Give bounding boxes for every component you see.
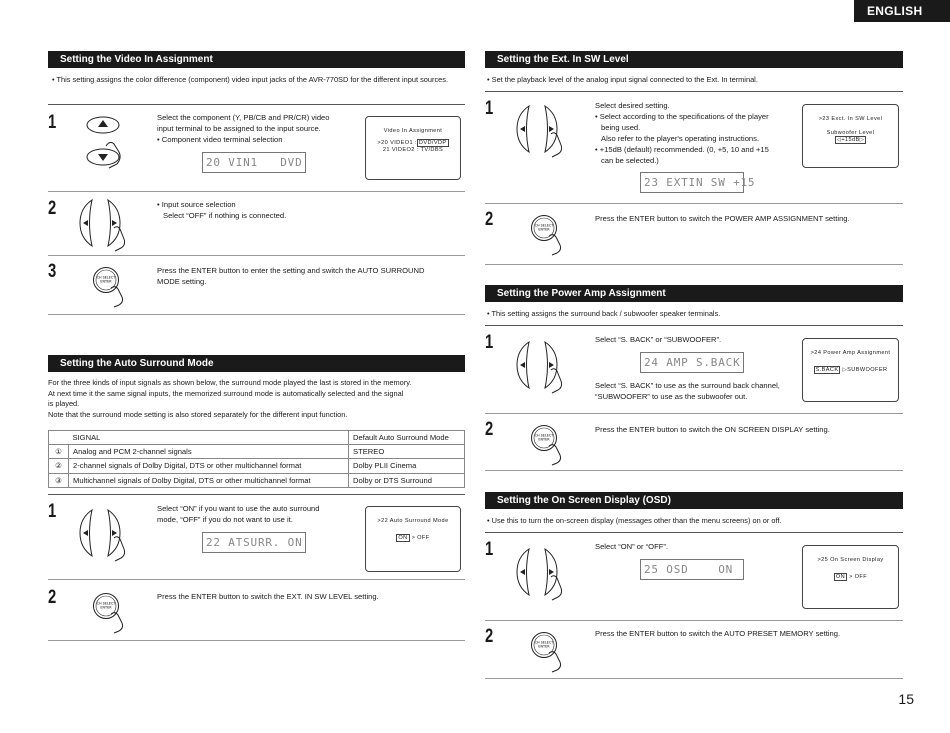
auto-surround-step1-text [157, 503, 357, 525]
table-cell-mode: Dolby PLII Cinema [349, 459, 465, 473]
enter-button-icon [92, 266, 128, 310]
ext-sw-step2-text [595, 213, 905, 224]
osd-option: > OFF [409, 534, 430, 541]
enter-button-icon [530, 424, 566, 468]
divider [48, 579, 465, 580]
lcd-display: 24 AMP S.BACK [640, 352, 744, 373]
step-number: 2 [48, 198, 57, 219]
section-header-video-in: Setting the Video In Assignment [48, 51, 465, 68]
osd-row: 21 VIDEO2 : TV/DBS [382, 147, 444, 154]
signal-table [48, 430, 465, 488]
text-line: being used. [601, 123, 641, 132]
text-line: For the three kinds of input signals as shown below, the surround mode played the last is stored in the memory. [48, 378, 412, 387]
language-tab: ENGLISH [854, 0, 950, 22]
osd-screen-osd [802, 545, 899, 609]
osd-selected-value: ON [398, 534, 408, 541]
step-number: 2 [485, 209, 494, 230]
osd-step2-text [595, 628, 905, 639]
enter-button-icon [530, 214, 566, 258]
divider [485, 264, 903, 265]
step-number: 2 [485, 419, 494, 440]
text-line: Select the component (Y, PB/CB and PR/CR) video [157, 113, 330, 122]
step-number: 2 [48, 587, 57, 608]
left-right-cursor-icon [515, 340, 565, 396]
osd-row-label: >20 VIDEO1 : [377, 139, 417, 146]
video-in-step1-text [157, 112, 357, 145]
section-header-ext-sw: Setting the Ext. In SW Level [485, 51, 903, 68]
osd-row [803, 574, 898, 582]
enter-button-icon [530, 631, 566, 675]
table-cell [49, 431, 69, 445]
power-amp-intro: • This setting assigns the surround back / subwoofer speaker terminals. [487, 309, 721, 318]
osd-screen-video-in [365, 116, 461, 180]
power-amp-step2-text [595, 424, 905, 435]
text-line: Press the ENTER button to enter the setting and switch the AUTO SURROUND [157, 266, 425, 275]
osd-option: ▷SUBWOOFER [840, 366, 888, 373]
divider [485, 203, 903, 204]
osd-option: > OFF [847, 573, 868, 580]
text-line: Press the ENTER button to switch the ON SCREEN DISPLAY setting. [595, 425, 830, 434]
ext-sw-intro: • Set the playback level of the analog input signal connected to the Ext. In terminal. [487, 75, 758, 84]
osd-screen-power-amp [802, 338, 899, 402]
page-number: 15 [898, 691, 914, 707]
divider [485, 470, 903, 471]
step-number: 1 [485, 98, 494, 119]
left-right-cursor-icon [515, 547, 565, 603]
text-line: Select “ON” or “OFF”. [595, 542, 668, 551]
osd-screen-auto-surround [365, 506, 461, 572]
osd-intro: • Use this to turn the on-screen display (messages other than the menu screens) on or off. [487, 516, 782, 525]
divider [485, 532, 903, 533]
table-cell-signal: 2-channel signals of Dolby Digital, DTS or other multichannel format [69, 459, 349, 473]
osd-selected-value: ON [835, 573, 846, 580]
table-cell-mark: ② [49, 459, 69, 473]
table-header-mode: Default Auto Surround Mode [349, 431, 465, 445]
text-line: • Input source selection [157, 200, 236, 209]
lcd-display: 20 VIN1 DVD [202, 152, 306, 173]
divider [48, 314, 465, 315]
table-cell-mode: STEREO [349, 445, 465, 459]
section-header-power-amp: Setting the Power Amp Assignment [485, 285, 903, 302]
left-right-cursor-icon [78, 198, 128, 254]
step-number: 1 [48, 501, 57, 522]
up-down-cursor-icon [86, 116, 126, 172]
text-line: mode, “OFF” if you do not want to use it. [157, 515, 293, 524]
divider [48, 104, 465, 105]
auto-surround-intro [48, 378, 468, 421]
osd-selected-value: S.BACK [815, 366, 839, 373]
table-row [49, 445, 465, 459]
video-in-step3-text [157, 265, 467, 287]
left-right-cursor-icon [515, 104, 565, 160]
text-line: At next time it the same signal inputs, the memorized surround mode is automatically selected and the signal [48, 388, 404, 398]
osd-subtitle: Subwoofer Level [826, 129, 875, 136]
osd-selected-value: ◁+15dB▷ [836, 137, 865, 144]
osd-row [803, 367, 898, 375]
enter-button-icon [92, 592, 128, 636]
osd-row [803, 137, 898, 145]
lcd-display: 23 EXTIN SW +15 [640, 172, 744, 193]
text-line: MODE setting. [157, 277, 207, 286]
osd-title: >24 Power Amp Assignment [810, 350, 891, 356]
text-line: • Component video terminal selection [157, 135, 283, 144]
lcd-display: 22 ATSURR. ON [202, 532, 306, 553]
text-line: Select “OFF” if nothing is connected. [163, 211, 287, 220]
divider [485, 620, 903, 621]
table-row [49, 473, 465, 487]
left-right-cursor-icon [78, 508, 128, 564]
text-line: • +15dB (default) recommended. (0, +5, 10 and +15 [595, 145, 769, 154]
osd-title: Video In Assignment [383, 128, 443, 134]
text-line: Also refer to the player's operating instructions. [601, 134, 760, 143]
text-line: Press the ENTER button to switch the POWER AMP ASSIGNMENT setting. [595, 214, 850, 223]
video-in-step2-text [157, 199, 357, 221]
step-number: 1 [485, 332, 494, 353]
table-cell-mode: Dolby or DTS Surround [349, 473, 465, 487]
osd-step1-text [595, 541, 800, 552]
divider [48, 494, 465, 495]
text-line: Select desired setting. [595, 101, 670, 110]
table-header-row [49, 431, 465, 445]
divider [485, 91, 903, 92]
osd-screen-ext-sw [802, 104, 899, 168]
table-cell-mark: ① [49, 445, 69, 459]
divider [485, 678, 903, 679]
text-line: “SUBWOOFER” to use as the subwoofer out. [595, 392, 748, 401]
divider [485, 325, 903, 326]
divider [485, 413, 903, 414]
table-header-signal: SIGNAL [69, 431, 349, 445]
step-number: 3 [48, 261, 57, 282]
power-amp-step1-note [595, 380, 800, 402]
text-line: Note that the surround mode setting is also stored separately for the different input function. [48, 410, 348, 420]
step-number: 1 [48, 112, 57, 133]
table-cell-signal: Analog and PCM 2-channel signals [69, 445, 349, 459]
osd-row [366, 140, 460, 148]
ext-sw-step1-text [595, 100, 800, 166]
osd-selected-value: DVD/VDP [418, 139, 447, 146]
text-line: can be selected.) [601, 156, 659, 165]
table-cell-mark: ③ [49, 473, 69, 487]
text-line: Press the ENTER button to switch the EXT. IN SW LEVEL setting. [157, 592, 379, 601]
divider [48, 255, 465, 256]
osd-row [366, 535, 460, 543]
osd-title: >22 Auto Surround Mode [377, 518, 449, 524]
auto-surround-step2-text [157, 591, 467, 602]
divider [48, 191, 465, 192]
power-amp-step1-text [595, 334, 800, 345]
text-line: is played. [48, 399, 80, 409]
table-row [49, 459, 465, 473]
step-number: 1 [485, 539, 494, 560]
osd-title: >23 Exct. In SW Level [818, 116, 883, 122]
section-header-auto-surround: Setting the Auto Surround Mode [48, 355, 465, 372]
step-number: 2 [485, 626, 494, 647]
text-line: input terminal to be assigned to the input source. [157, 124, 321, 133]
table-cell-signal: Multichannel signals of Dolby Digital, DTS or other multichannel format [69, 473, 349, 487]
video-in-intro: • This setting assigns the color difference (component) video input jacks of the AVR-770SD for the different input sources. [52, 75, 449, 84]
text-line: Select “S. BACK” or “SUBWOOFER”. [595, 335, 722, 344]
section-header-osd: Setting the On Screen Display (OSD) [485, 492, 903, 509]
text-line: Select “S. BACK” to use as the surround back channel, [595, 381, 780, 390]
text-line: • Select according to the specifications of the player [595, 112, 769, 121]
osd-title: >25 On Screen Display [817, 557, 884, 563]
divider [48, 640, 465, 641]
lcd-display: 25 OSD ON [640, 559, 744, 580]
text-line: Press the ENTER button to switch the AUTO PRESET MEMORY setting. [595, 629, 841, 638]
text-line: Select “ON” if you want to use the auto surround [157, 504, 320, 513]
